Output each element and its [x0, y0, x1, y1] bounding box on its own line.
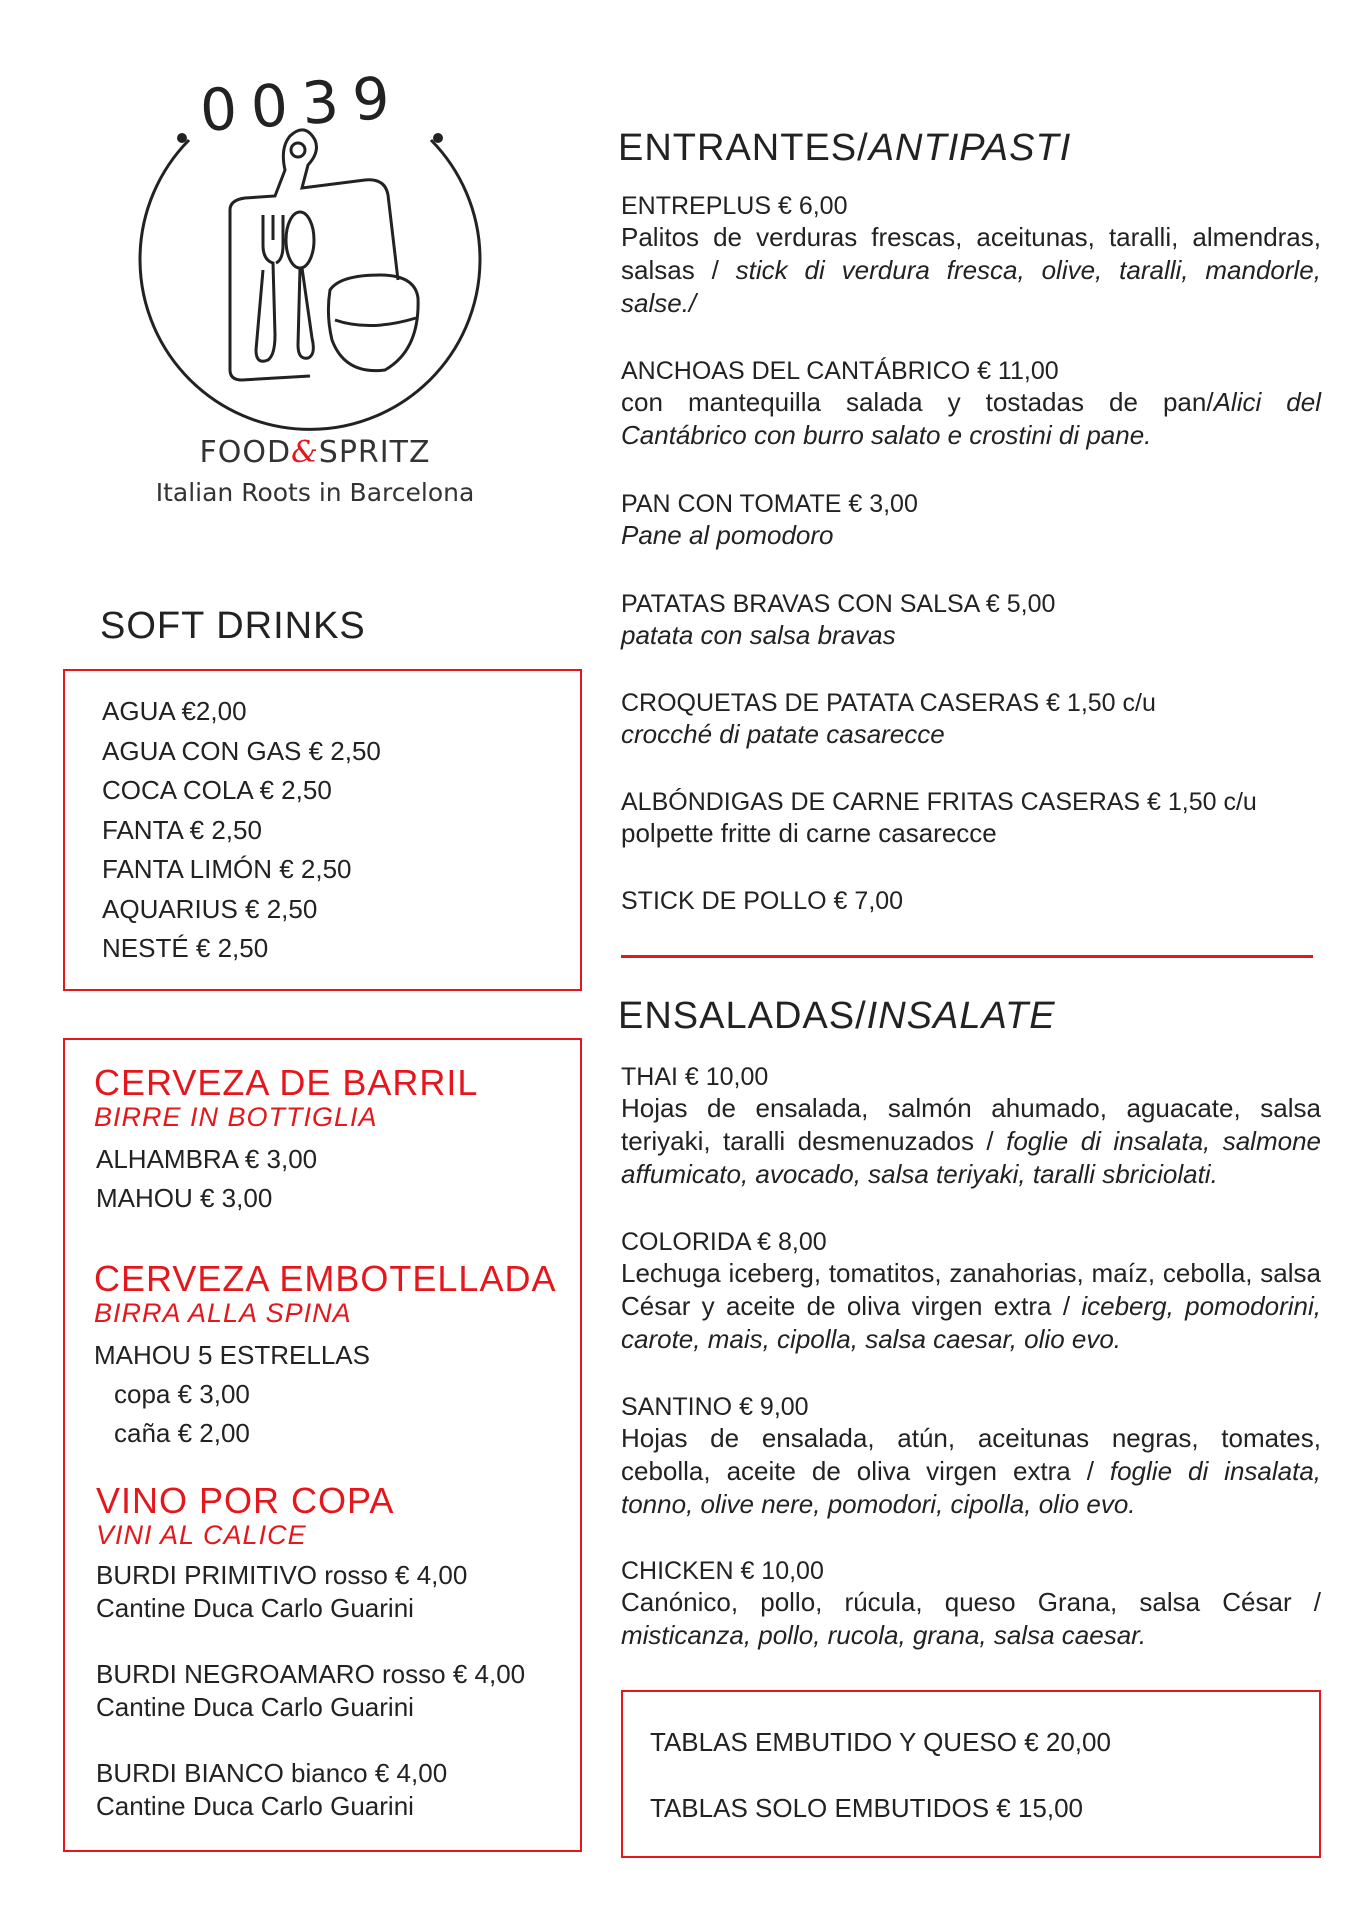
dish-desc-it: Alici del Cantábrico con burro salato e crostini di pane.	[621, 387, 1321, 450]
fork-icon	[256, 215, 283, 361]
dish-description	[621, 1092, 1321, 1191]
dish-desc-es: Palitos de verduras frescas, aceitunas, taralli, almendras, salsas /	[621, 222, 1321, 285]
dish-pan-con-tomate	[621, 490, 1321, 552]
cerveza-embotellada-subtitle: BIRRA ALLA SPINA	[94, 1298, 352, 1328]
logo-dot-left	[177, 133, 187, 143]
dish-desc-it: patata con salsa bravas	[621, 620, 896, 650]
dish-desc-it: crocché di patate casarecce	[621, 719, 945, 749]
antipasti-title	[618, 127, 1071, 170]
dish-desc-es: Canónico, pollo, rúcula, queso Grana, salsa César /	[621, 1587, 1321, 1617]
logo-brand-food: FOOD	[199, 435, 292, 470]
tabla-item: TABLAS EMBUTIDO Y QUESO € 20,00	[650, 1727, 1111, 1757]
dish-desc-es: Hojas de ensalada, atún, aceitunas negras, tomates, cebolla, aceite de oliva virgen extra /	[621, 1423, 1321, 1486]
drink-item: AQUARIUS € 2,50	[102, 893, 318, 924]
dish-description	[621, 386, 1321, 452]
dish-desc-es: polpette fritte di carne casarecce	[621, 818, 997, 848]
wine-name: BURDI PRIMITIVO rosso € 4,00	[96, 1560, 468, 1590]
cerveza-barril-subtitle: BIRRE IN BOTTIGLIA	[94, 1102, 378, 1132]
dish-name: ALBÓNDIGAS DE CARNE FRITAS CASERAS € 1,50 c/u	[621, 788, 1257, 816]
soft-drinks-title: SOFT DRINKS	[100, 605, 366, 647]
wine-producer: Cantine Duca Carlo Guarini	[96, 1692, 414, 1722]
spoon-icon	[286, 212, 314, 358]
drink-item: AGUA CON GAS € 2,50	[102, 735, 381, 766]
dish-desc-it: stick di verdura fresca, olive, taralli, mandorle, salse./	[621, 255, 1321, 318]
beer-copa-price: copa € 3,00	[114, 1379, 250, 1409]
insalate-title	[618, 995, 1056, 1038]
dish-croquetas	[621, 689, 1321, 751]
antipasti-title-it: ANTIPASTI	[868, 127, 1072, 169]
logo-brand	[130, 435, 500, 470]
drink-item: AGUA €2,00	[102, 696, 247, 726]
dish-name: PAN CON TOMATE € 3,00	[621, 490, 918, 518]
dish-name: STICK DE POLLO € 7,00	[621, 887, 904, 915]
dish-desc-es: Lechuga iceberg, tomatitos, zanahorias, maíz, cebolla, salsa César y aceite de oliva virgen extra /	[621, 1258, 1321, 1321]
dish-description	[621, 1422, 1321, 1521]
logo-circle-arc	[140, 140, 480, 429]
logo-tagline: Italian Roots in Barcelona	[155, 478, 475, 507]
tabla-item: TABLAS SOLO EMBUTIDOS € 15,00	[650, 1793, 1084, 1823]
drink-item: FANTA LIMÓN € 2,50	[102, 854, 352, 884]
drink-item: COCA COLA € 2,50	[102, 775, 332, 805]
beer-item: MAHOU € 3,00	[96, 1183, 273, 1213]
dish-name: ANCHOAS DEL CANTÁBRICO € 11,00	[621, 357, 1059, 385]
beer-item: ALHAMBRA € 3,00	[96, 1144, 318, 1174]
dish-patatas-bravas	[621, 590, 1321, 652]
dish-name: PATATAS BRAVAS CON SALSA € 5,00	[621, 590, 1056, 618]
soft-drinks-list	[102, 692, 381, 969]
antipasti-title-es: ENTRANTES/	[618, 127, 869, 169]
insalate-title-it: INSALATE	[866, 995, 1056, 1037]
dish-name: ENTREPLUS € 6,00	[621, 192, 848, 220]
dish-desc-es: Hojas de ensalada, salmón ahumado, aguacate, salsa teriyaki, taralli desmenuzados /	[621, 1093, 1321, 1156]
section-divider	[621, 955, 1313, 958]
insalate-title-es: ENSALADAS/	[618, 995, 867, 1037]
tablas-box	[621, 1690, 1321, 1858]
wine-name: BURDI BIANCO bianco € 4,00	[96, 1758, 448, 1788]
dish-desc-it: iceberg, pomodorini, carote, mais, cipolla, salsa caesar, olio evo.	[621, 1291, 1321, 1354]
dish-description	[621, 1586, 1321, 1652]
dish-chicken	[621, 1557, 1321, 1652]
drink-item: FANTA € 2,50	[102, 814, 262, 845]
dish-desc-it: misticanza, pollo, rucola, grana, salsa caesar.	[621, 1620, 1147, 1650]
dish-colorida	[621, 1228, 1321, 1356]
logo-number: 0039	[197, 62, 406, 146]
dish-thai	[621, 1063, 1321, 1191]
vino-subtitle: VINI AL CALICE	[96, 1520, 307, 1550]
dish-description	[621, 221, 1321, 320]
dish-stick-de-pollo	[621, 887, 1321, 916]
dish-anchoas	[621, 357, 1321, 452]
logo-dot-right	[433, 133, 443, 143]
logo-brand-ampersand: &	[291, 435, 319, 470]
cerveza-barril-title: CERVEZA DE BARRIL	[94, 1062, 479, 1103]
dish-name: CHICKEN € 10,00	[621, 1557, 824, 1585]
dish-desc-es: con mantequilla salada y tostadas de pan/	[621, 387, 1214, 417]
dish-name: SANTINO € 9,00	[621, 1393, 809, 1421]
dish-name: THAI € 10,00	[621, 1063, 769, 1091]
wine-name: BURDI NEGROAMARO rosso € 4,00	[96, 1659, 526, 1689]
wine-producer: Cantine Duca Carlo Guarini	[96, 1791, 414, 1821]
dish-name: CROQUETAS DE PATATA CASERAS € 1,50 c/u	[621, 689, 1156, 717]
drink-item: NESTÉ € 2,50	[102, 933, 269, 963]
dish-description	[621, 1257, 1321, 1356]
dish-desc-it: foglie di insalata, salmone affumicato, avocado, salsa teriyaki, taralli sbriciolati.	[621, 1126, 1321, 1189]
vino-title: VINO POR COPA	[96, 1480, 395, 1521]
dish-santino	[621, 1393, 1321, 1521]
wine-producer: Cantine Duca Carlo Guarini	[96, 1593, 414, 1623]
dish-desc-it: Pane al pomodoro	[621, 520, 834, 550]
beer-item: MAHOU 5 ESTRELLAS	[94, 1340, 370, 1370]
dish-desc-it: foglie di insalata, tonno, olive nere, pomodori, cipolla, olio evo.	[621, 1456, 1322, 1519]
beer-cana-price: caña € 2,00	[114, 1418, 250, 1448]
dish-entreplus	[621, 192, 1321, 320]
wine-glass-icon	[328, 275, 418, 371]
dish-albondigas	[621, 788, 1321, 850]
cerveza-embotellada-title: CERVEZA EMBOTELLADA	[94, 1258, 557, 1299]
logo-brand-spritz: SPRITZ	[318, 435, 431, 470]
dish-name: COLORIDA € 8,00	[621, 1228, 827, 1256]
